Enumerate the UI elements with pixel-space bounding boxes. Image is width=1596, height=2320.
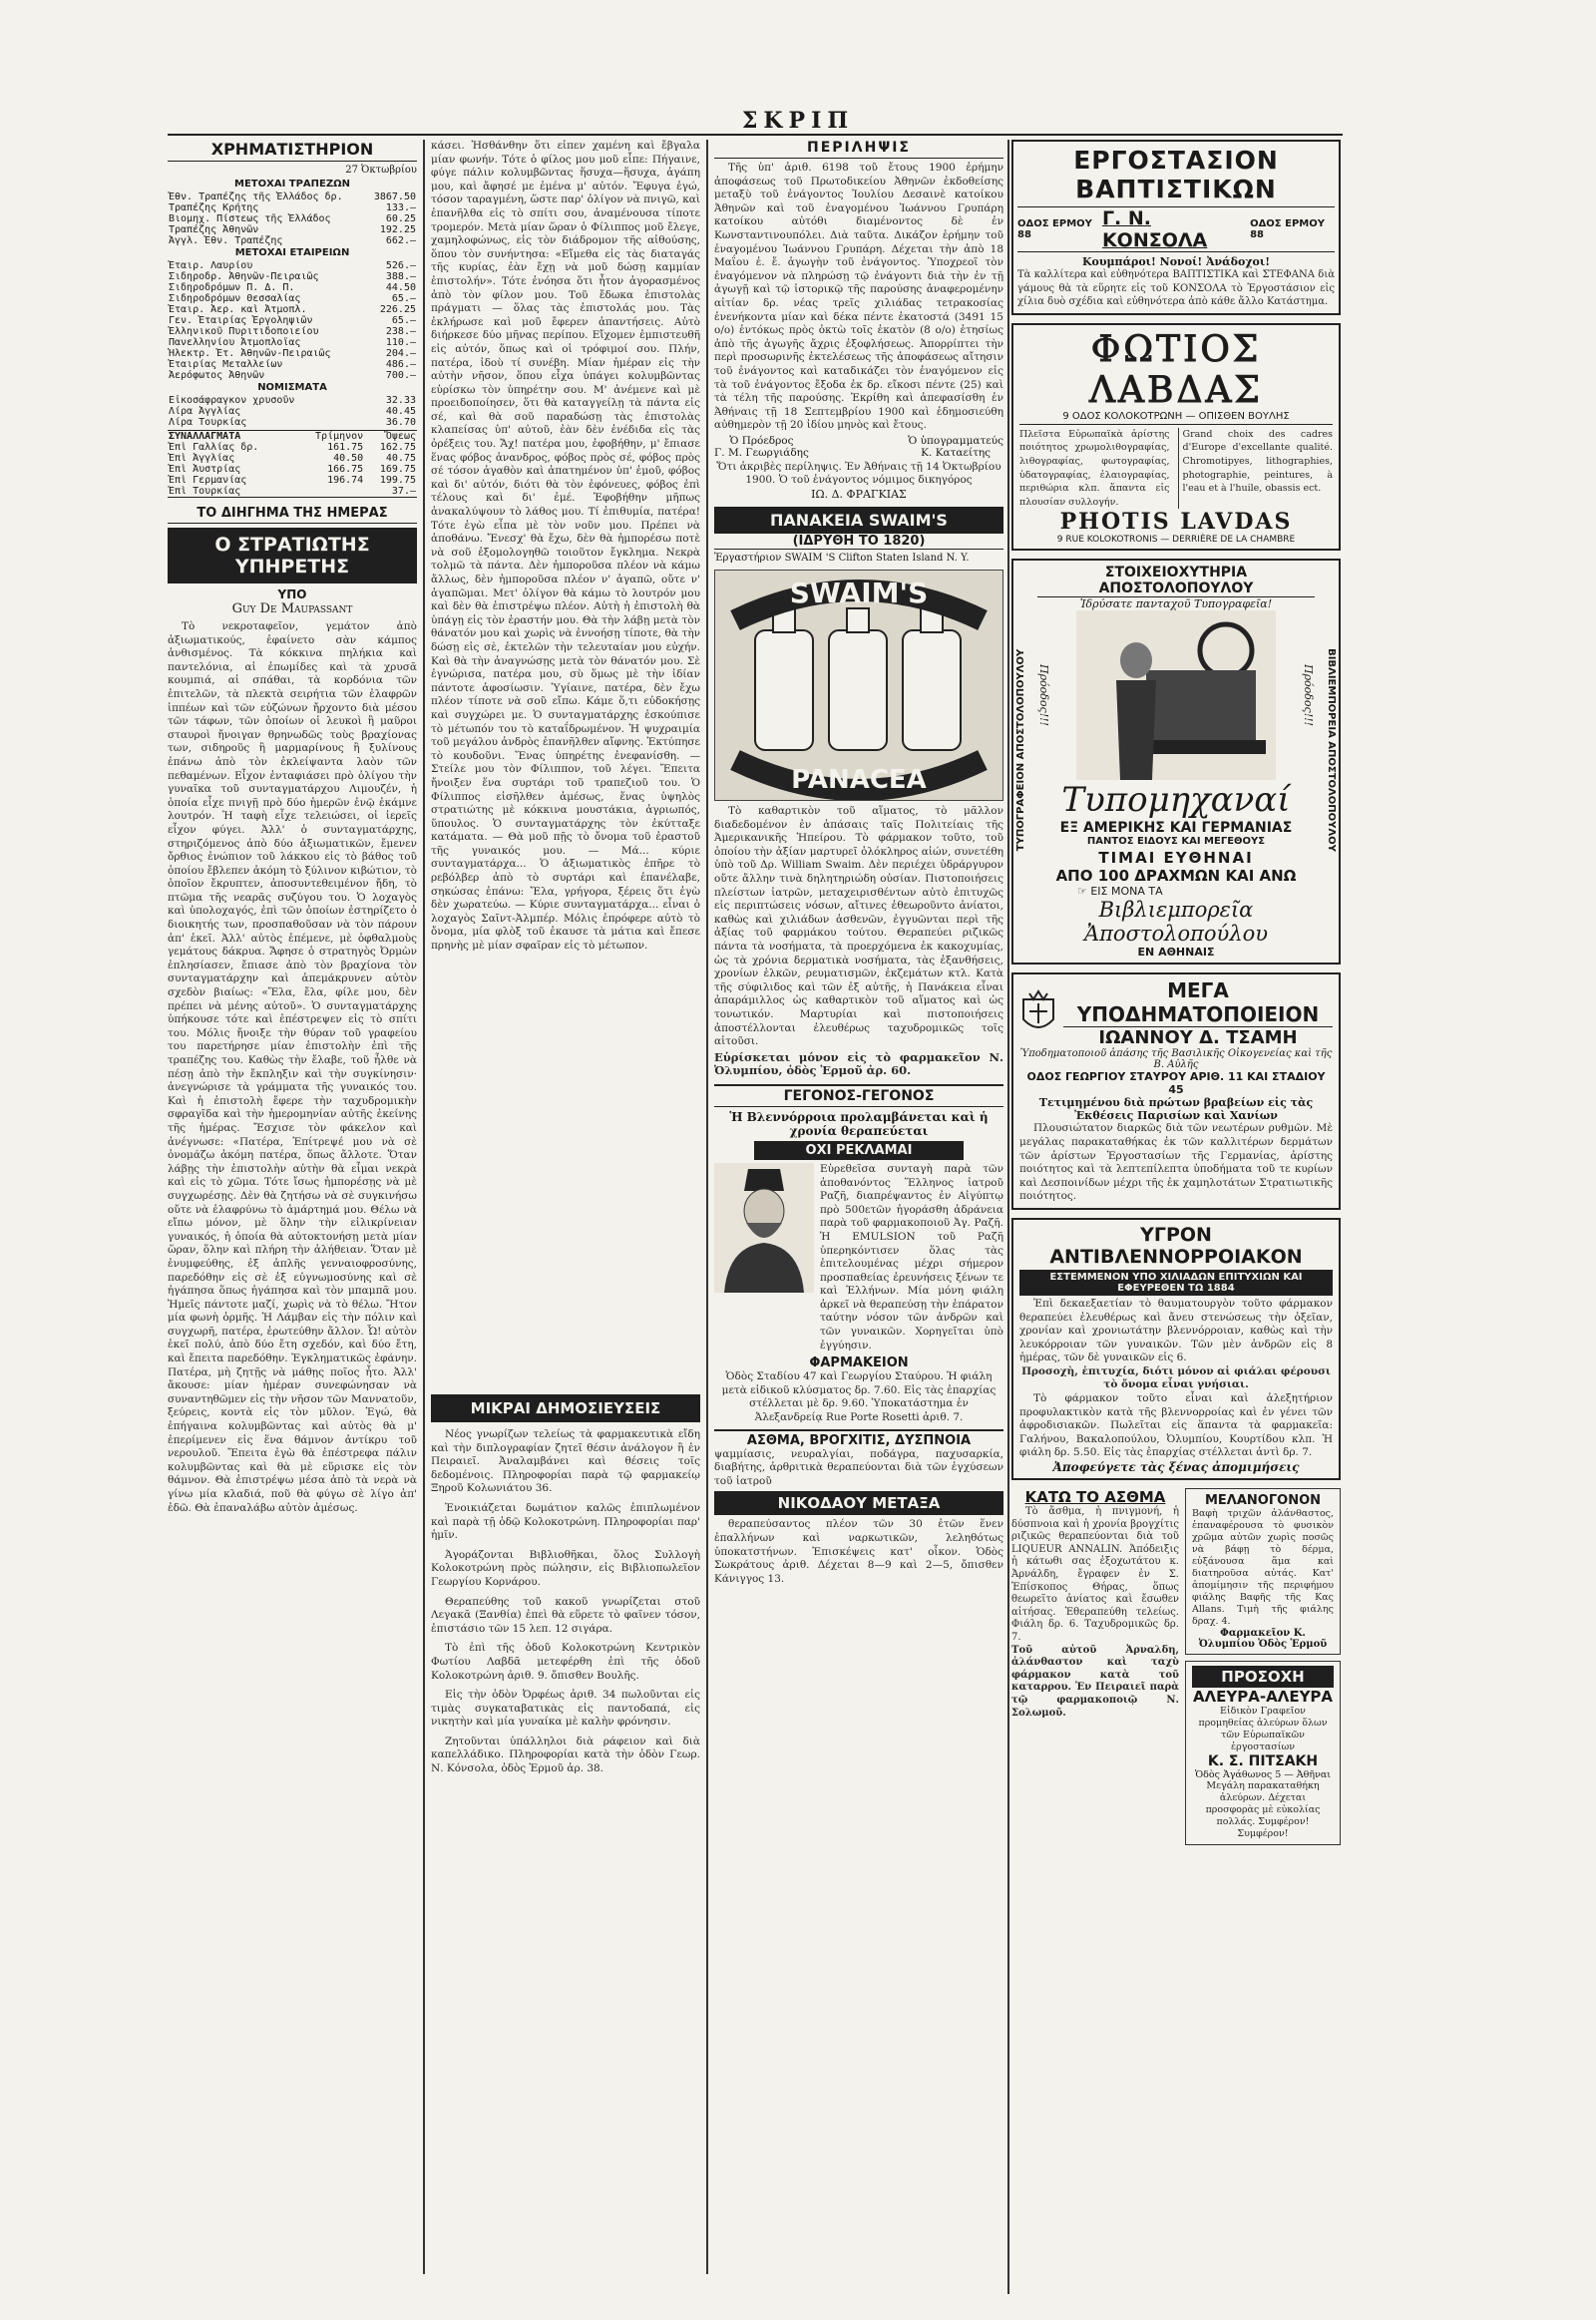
shoe-awards: Τετιμημένου διὰ πρώτων βραβείων εἰς τὰς Ἐκθέσεις Παρισίων καὶ Χανίων	[1038, 1096, 1314, 1123]
lawyer-name: ΙΩ. Δ. ΦΡΑΓΚΙΑΣ	[811, 488, 907, 502]
apost-prices: ΤΙΜΑΙ ΕΥΘΗΝΑΙ	[1098, 849, 1254, 868]
metaxa-title: ΝΙΚΟΔΑΟΥ ΜΕΤΑΞΑ	[714, 1491, 1003, 1515]
ygron-text: Ἐπὶ δεκαεξαετίαν τὸ θαυματουργὸν τοῦτο φάρμακον θεραπεύει ἐλευθέρως καὶ ἄνευ στενώσεως τὴν ὀξεῖαν, χρονίαν καὶ χρονιωτάτην βλεννόρροιαν, καθὼς καὶ τὴν λευκόρροιαν τῶν γυναικῶν. Τῶν μὲν ἀνδρῶν εἰς 8 ἡμέρας, τῶν δὲ γυναικῶν εἰς 6.	[1019, 1297, 1333, 1364]
table-row: Ἀγγλ. Ἐθν. Τραπέζης 662.—	[169, 235, 416, 246]
ygron-sub: ΕΣΤΕΜΜΕΝΟΝ ΥΠΟ ΧΙΛΙΑΔΩΝ ΕΠΙΤΥΧΙΩΝ ΚΑΙ ΕΦΕΥΡΕΘΕΝ ΤΩ 1884	[1019, 1270, 1333, 1296]
royal-crest-icon	[1019, 989, 1057, 1037]
lavdas-name: ΦΩΤΙΟΣ ΛΑΒΔΑΣ	[1089, 328, 1263, 411]
swaim-text: Τὸ καθαρτικὸν τοῦ αἵματος, τὸ μᾶλλον διαδεδομένον ἐν ἁπάσαις ταῖς Πολιτείαις τῆς Ἀμερικανικῆς Ἠπείρου. Τὸ φάρμακον τοῦτο, τοῦ ὁποίου τὴν ἀξίαν μαρτυρεῖ ὁλόκληρος αἰών, συνετέθη ὑπὸ τοῦ Δρ. William Swaim. Δὲν περιέχει ὑδράργυρον οὔτε ἄλλην τινὰ δηλητηριώδη οὐσίαν. Πιστοποιήσεις πλείστων ἰατρῶν, μεταχειρισθέντων αὐτὸ ἐπιτυχῶς εἰς περιπτώσεις νόσων, αἴτινες ἐθεωροῦντο ἀνίατοι, καθὼς καὶ χιλιάδων ἀσθενῶν, ἐγγυῶνται περὶ τῆς ἀξίας τοῦ φαρμάκου τούτου. Θεραπεύει ριζικῶς πάντα τὰ νοσήματα, τὰ προερχόμενα ἐκ κακοχυμίας, ὡς τὰ χρόνια δερματικὰ νοσήματα, τὰς ἐξανθήσεις, χρονίων ἑλκῶν, ρευματισμῶν, ἐκζεμάτων κτλ. Κατὰ τῆς σύφιλιδος καὶ τῶν ἐξ αὐτῆς, ἡ Πανάκεια εἶναι ἀπαράμιλλος ὡς καθαρτικὸν τοῦ αἵματος καὶ ὡς τονωτικόν. Μαρτυρίαι καὶ πιστοποιήσεις ἀποστέλλονται ἐλευθέρως ταχυδρομικῶς τοῖς αἰτοῦσι.	[714, 805, 1003, 1048]
column-divider	[423, 140, 425, 2274]
asthma-text: ψαμμίασις, νευραλγίαι, ποδάγρα, παχυσαρκία, διαβήτης, ἀρθριτικὰ θεραπεύονται διὰ τῶν ἐγχύσεων τοῦ ἰατροῦ	[714, 1447, 1003, 1487]
shoe-text: Πλουσιώτατον διαρκῶς διὰ τῶν νεωτέρων ρυθμῶν. Μὲ μεγάλας παρακαταθήκας ἐκ τῶν καλλιτέρων δερμάτων τῶν ἀρίστων Ἐργοστασίων τῆς Γερμανίας, ἀρίστης ποιότητος καὶ τὰ λεπτεπίλεπτα ὑποδήματα τοῦ τε κυρίων καὶ Δεσποινίδων μέχρι τῆς ἐκ χαμηλοτάτων Στρατιωτικῆς ποιότητος.	[1019, 1122, 1333, 1203]
table-row: Ἐπὶ Ἀγγλίας 40.50 40.75	[169, 453, 416, 464]
melan-title: ΜΕΛΑΝΟΓΟΝΟΝ	[1204, 1493, 1322, 1509]
coins-heading: ΝΟΜΙΣΜΑΤΑ	[257, 382, 327, 393]
proso-title: ΠΡΟΣΟΧΗ	[1192, 1666, 1334, 1688]
daily-story-header: ΤΟ ΔΙΗΓΗΜΑ ΤΗΣ ΗΜΕΡΑΣ	[168, 506, 417, 524]
asthma2-title: ΚΑΤΩ ΤΟ ΑΣΘΜΑ	[1024, 1488, 1166, 1507]
column-4	[1011, 140, 1341, 2294]
story-title: Ο ΣΤΡΑΤΙΩΤΗΣ ΥΠΗΡΕΤΗΣ	[168, 528, 417, 583]
classified-ad: Νέος γνωρίζων τελείως τὰ φαρμακευτικὰ εἴδη καὶ τὴν διπλογραφίαν ζητεῖ θέσιν ἀνάλογον ἢ ἐν Πειραιεῖ. Ἀναλαμβάνει καὶ θέσεις τοῖς δεδομένοις. Πληροφορίαι παρὰ τῷ φαρμακείῳ Ξηροῦ Κολωνιάτου 36.	[431, 1428, 700, 1495]
asthma2-text: Τὸ ἄσθμα, ἡ πνιγμονή, ἡ δύσπνοια καὶ ἡ χρονία βρογχίτις ριζικῶς θεραπεύονται διὰ τοῦ LIQUEUR ANNALIN. Ἀπόδειξις ἡ κάτωθι σας ἐξοχωτάτου κ. Ἀρνάλδη, ἔγραφεν ἐν Σ. Ἐπίσκοπος Θήρας, ὅπως θεωρεῖτο ἀνίατος καὶ ἔσωθεν αἰτήσας. Ἐθεραπεύθη τελείως. Φιάλη δρ. 6. Ταχυδρομικῶς δρ. 7.	[1011, 1506, 1179, 1643]
apost-only: ☞ ΕΙΣ ΜΟΝΑ ΤΑ	[1077, 885, 1163, 899]
classified-ad: Ζητοῦνται ὑπάλληλοι διὰ ράφειον καὶ διὰ καπελλάδικο. Πληροφορίαι κατὰ τὴν ὁδὸν Γεωρ. Ν. Κόνσολα, ὁδὸς Ἑρμοῦ ἀρ. 38.	[431, 1735, 700, 1775]
table-row: Ἐπὶ Ἀυστρίας 166.75 169.75	[169, 464, 416, 475]
bottles-illustration	[715, 571, 1002, 800]
apost-progress-right: Πρόοδος!!!	[1302, 664, 1315, 727]
factory-name: Γ. Ν. ΚΟΝΣΟΛΑ	[1101, 207, 1208, 251]
story-continued: κάσει. Ἠσθάνθην ὅτι εἶπεν χαμένη καὶ ἔβγαλα μίαν φωνήν. Τότε ὁ φίλος μου μοῦ εἶπε: Πήγαινε, φύγε πάλιν κολυμβῶντας ἥσυχα—ἥσυχα, ἀγάπη μου, καὶ ἄφησέ με ἐμένα μ' αὐτόν. Ἔφυγα ἐγώ, τόσον ταραγμένη, ὥστε παρ' ὀλίγον νὰ πνιγῶ, καὶ ἐπανῆλθα εἰς τὸ σπίτι σου, ἀναμένουσα τίποτε τρομερόν. Μετὰ μίαν ὥραν ὁ Φίλιππος μοῦ ἔλεγε, χαμηλοφώνως, εἰς τὸν διάδρομον τῆς αἰθούσης, ὅπου τὸν συνήντησα: «Εἴμεθα εἰς τὰς διαταγάς τῆς κυρίας, ἐὰν ἔχῃ νὰ μοῦ δώσῃ καμμίαν ἐπιστολήν». Τότε ἐνόησα ὅτι ἦτον ἀγορασμένος ἀπὸ τὸν φίλον μου. Τοῦ ἔδωκα ἐπιστολὰς πράγματι — ὅλας τὰς ἐπιστολάς μου. Τὰς ἐκλήρωσε καὶ μοῦ ἔφερεν ἀπαντήσεις. Αὐτὸ διήρκεσε δύο μῆνας περίπου. Εἴχομεν ἐμπιστευθῆ εἰς αὐτόν, ὅπως καὶ οἱ τρόφιμοί σου. Πλήν, πατέρα, ἰδοὺ τί συνέβη. Μίαν ἡμέραν εἰς τὴν αὐτὴν νῆσον, ὅπου εἶχα ὑπάγει κολυμβῶντας εὑρίσκω τὸν ὑπηρέτην σου. Μ' ἀνέμενε καὶ μὲ προειδοποίησεν, ὅτι θὰ καταγγείλῃ τὰ πάντα εἰς σέ, καὶ θὰ σοῦ παραδώσῃ τὰς ἐπιστολὰς κλαπείσας ὑπ' αὐτοῦ, ἐὰν δὲν ἐνέδιδα εἰς τὰς ὀρέξεις του. Ἄχ! πατέρα μου, ἐφοβήθην, μ' ἔπιασε ἕνας φόβος ἀνανδρος, φόβος πρὸς σέ, φόβος πρὸς σέ τόσον ἀγαθὸν καὶ ἀπατημένον ὑπ' ἐμοῦ, φόβος καὶ δι' αὐτόν, διότι θὰ τὸν ἐφόνευες, φόβος ἐπὶ τέλους καὶ δι' ἐμέ. Ἐφοβήθην μῆπως ἀνακαλύψουν τὸ λάθος μου. Τί ἐπιθυμία, πατέρα! Τότε ἐγὼ εἶπα μὲ τὸν νοῦν μου. Πρέπει νὰ ἀποθάνω. Ἔνεσχ' θὰ ἔχω, δὲν θὰ ἠμπορέσω ποτὲ νὰ σοῦ ἐξομολογηθῶ τοιοῦτον ἔγκλημα. Νεκρὰ τολμῶ τὰ πάντα. Δὲν ἠμποροῦσα πλέον νὰ κάμω ἄλλως, δὲν ἠμποροῦσα πλέον ν' ἀγαπῶ, οὔτε ν' ἀγαπῶμαι. Μετ' ὀλίγον θὰ κάμω τὸ λουτρόν μου καὶ δὲν θὰ ἐπιστρέψω πλέον. Αὐτὴ ἡ ἐπιστολὴ θὰ ὑπάγῃ εἰς τὸν ἐραστήν μου. Θὰ τὴν λάβῃ μετὰ τὸν θάνατόν μου καὶ χωρὶς νὰ ἐννοήσῃ τίποτε, θὰ τὴν δώσῃ εἰς σὲ, ἐκτελῶν τὴν τελευταίαν μου εὐχήν. Καὶ θὰ τὴν ἀναγνώσῃς μετὰ τὸν θάνατόν μου. Σὲ ἐγνώρισα, πατέρα μου, σὺ ὅμως μὲ τὴν ἰδίαν πάντοτε ἀφοσίωσιν. Ὑγίαινε, πατέρα, δὲν ἔχω πλέον τίποτε νὰ σοῦ εἴπω. Κάμε ὅ,τι εὐδοκήσῃς καὶ συγχώρει με. Ὁ συνταγματάρχης ἐσκούπισε τὸ μέτωπόν του τὸ καταΐδρωμένον. Ἡ ψυχραιμία τοῦ μεγάλου ἀνδρὸς ἐπανῆλθεν αἴφνης. Ἐκτύπησε τὸ κουδοῦνι. Ἕνας ὑπηρέτης ἐνεφανίσθη. — Στείλε μου τὸν Φίλιππον, τοῦ λέγει. Ἔπειτα ἤνοιξεν ἕνα συρτάρι τοῦ τραπεζιοῦ του. Ὁ Φίλιππος εἰσῆλθεν ἀμέσως, ἕνας ὑψηλὸς στρατιώτης μὲ κόκκινα μουστάκια, ἀγριωπός, ὕπουλος. Ὁ συνταγματάρχης τὸν ἐκύτταξε κατάματα. — Θὰ μοῦ πῇς τὸ ὄνομα τοῦ ἐραστοῦ τῆς γυναικός μου. — Μά... κύριε συνταγματάρχα... Ὁ ἀξιωματικὸς ἐπῆρε τὸ ρεβόλβερ ἀπὸ τὸ συρτάρι καὶ ἐπανέλαβε, σηκώσας ἐπάνω: Ἔλα, γρήγορα, ξέρεις ὅτι ἐγὼ δὲν χωρατεύω. — Κύριε συνταγματάρχα... εἶναι ὁ λοχαγὸς Σαῖντ-Ἀλμπέρ. Μόλις ἐπρόφερε αὐτὸ τὸ ὄνομα, μία φλὸξ τοῦ ἐκαυσε τὰ μάτια καὶ ἔπεσε πρηνὴς μὲ μίαν σφαῖραν εἰς τὸ μέτωπον.	[431, 140, 700, 953]
column-3	[714, 140, 1003, 2274]
table-row: Ἀερόφωτος Ἀθηνῶν 700.—	[169, 370, 416, 381]
lavdas-text-french: Grand choix des cadres d'Europe d'excellante qualité. Chromotipyes, lithographies, photographie, peintures, à l'eau et à l'huile, obassis ect.	[1178, 428, 1334, 510]
lavdas-latin-name: PHOTIS LAVDAS	[1059, 509, 1293, 536]
asthma-ad	[1011, 1488, 1179, 1851]
table-header: ΣΥΝΑΛΛΑΓΜΑΤΑ Τρίμηνον Ὄψεως	[169, 431, 416, 442]
table-row: Ἑταιρ. Ἀερ. καὶ Ἀτμοπλ. 226.25	[169, 304, 416, 315]
printing-press-illustration	[1076, 610, 1276, 780]
column-2	[431, 140, 700, 2274]
aleura-title: ΑΛΕΥΡΑ-ΑΛΕΥΡΑ	[1192, 1688, 1334, 1707]
factory-ad	[1011, 140, 1341, 315]
masthead: ΣΚΡΙΠ	[741, 108, 855, 134]
apost-from-price: ΑΠΟ 100 ΔΡΑΧΜΩΝ ΚΑΙ ΑΝΩ	[1055, 867, 1297, 886]
classified-ad: Θεραπεύθης τοῦ κακοῦ γνωρίζεται στοῦ Λεγακᾶ (Ξανθία) ἐπεὶ θὰ εὕρετε τὸ φαῖνεν τόσον, ἐπιστάσιο τῶν 15 λεπ. 12 σιγάρα.	[431, 1595, 700, 1635]
aleura-name: Κ. Σ. ΠΙΤΣΑΚΗ	[1207, 1753, 1319, 1770]
factory-addr-left: ΟΔΟΣ ΕΡΜΟΥ 88	[1017, 218, 1092, 240]
melan-text: Βαφὴ τριχῶν ἀλάνθαστος, ἐπαναφέρουσα τὸ φυσικὸν χρῶμα αὐτῶν χωρὶς ποσῶς νὰ βάφῃ τὸ δέρμα, εὐξάνουσα ἅμα καὶ διατηροῦσα αὐτάς. Κατ' ἀπομίμησιν τῆς περιφήμου φιάλης Βαφῆς τῆς Κας Allans. Τιμὴ τῆς φιάλης δραχ. 4.	[1192, 1508, 1334, 1628]
blen-text: Εὑρεθεῖσα συνταγὴ παρὰ τῶν ἀποθανόντος Ἕλληνος ἰατροῦ Ραζῆ, διαπρέψαντος ἐν Αἰγύπτῳ πρὸ 500ετῶν ἠγοράσθη ἀδράνεια παρὰ τοῦ φαρμακοποιοῦ Ἀγ. Ραζῆ. Ἡ EMULSION τοῦ Ραζῆ ὑπερηκόντισεν ὅλας τὰς ἐπιτελουμένας μέχρι σήμερον προσπαθείας ἐρευνήσεις ξένων τε καὶ Ἑλλήνων. Μία μόνη φιάλη ἀρκεῖ νὰ θεραπεύσῃ τὴν ἐπάρατον ταύτην νόσον τῶν ἀνδρῶν καὶ τῶν γυναικῶν. Χορηγεῖται ὑπὸ ἐγγύησιν.	[820, 1162, 1003, 1352]
ygron-ad	[1011, 1218, 1341, 1480]
apost-city: ΕΝ ΑΘΗΝΑΙΣ	[1137, 946, 1215, 960]
apost-side-left: ΤΥΠΟΓΡΑΦΕΙΟΝ ΑΠΟΣΤΟΛΟΠΟΥΛΟΥ	[1015, 649, 1026, 852]
apost-big: Τυπομηχαναί	[1061, 780, 1291, 821]
table-row: Εἰκοσάφραγκον χρυσοῦν 32.33	[169, 395, 416, 406]
table-row: Βιομηχ. Πίστεως τῆς Ἑλλάδος 60.25	[169, 213, 416, 224]
table-row: Ἐπὶ Γαλλίας δρ. 161.75 162.75	[169, 442, 416, 453]
shoe-address: ΟΔΟΣ ΓΕΩΡΓΙΟΥ ΣΤΑΥΡΟΥ ΑΡΙΘ. 11 ΚΑΙ ΣΤΑΔΙΟΥ 45	[1026, 1070, 1326, 1097]
financial-date: 27 Ὀκτωβρίου	[345, 165, 417, 176]
swaim-title: ΠΑΝΑΚΕΙΑ SWAIM'S	[714, 507, 1003, 534]
table-row: Ἑλληνικοῦ Πυριτιδοποιείου 238.—	[169, 326, 416, 337]
lavdas-address-fr: 9 RUE KOLOKOTRONIS — DERRIÈRE DE LA CHAMBRE	[1056, 535, 1296, 546]
ygron-warning: Προσοχὴ, ἐπιτυχία, διότι μόνον αἱ φιάλαι φέρουσι τὸ ὄνομα εἶναι γνήσιαι.	[1021, 1364, 1331, 1391]
table-row: Τραπέζης Ἀθηνῶν 192.25	[169, 224, 416, 235]
classified-ad: Ἀγοράζονται Βιβλιοθῆκαι, ὅλος Συλλογὴ Κολοκοτρώνη πρὸς πώλησιν, εἰς Βιβλιοπωλεῖον Γεωργίου Κορνάρου.	[431, 1548, 700, 1588]
table-row: Λίρα Τουρκίας 36.70	[169, 417, 416, 428]
pointing-hand-icon: ☞	[1077, 885, 1091, 899]
shoe-title: ΜΕΓΑ ΥΠΟΔΗΜΑΤΟΠΟΙΕΙΟΝ	[1063, 978, 1333, 1027]
blen-lead: Ἡ Βλεννόρροια προλαμβάνεται καὶ ἡ χρονία θεραπεύεται	[729, 1109, 989, 1138]
summary-text: Τῆς ὑπ' ἀριθ. 6198 τοῦ ἔτους 1900 ἐρήμην ἀποφάσεως τοῦ Πρωτοδικείου Ἀθηνῶν ἐκδοθείσης μεταξὺ τοῦ ἐνάγοντος Ἰουλίου Δεσαινὲ κατοίκου Ἀθηνῶν καὶ τοῦ ἐναγομένου Ἰωάννου Γρυπάρη κατοίκου αὐτόθι διαμένοντος δὲ ἐν Κωνσταντινουπόλει. Διὰ ταῦτα. Δικάζον ἐρήμην τοῦ ἐναγομένου Ἰωάννου Γρυπάρη. Δέχεται τὴν ἀπὸ 18 Μαΐου ἐ. ἔ. ἀγωγὴν τοῦ ἐνάγοντος. Ὑποχρεοῖ τὸν ἐναγόμενον νὰ πληρώσῃ τῷ ἐνάγοντι διὰ τὴν ἐν τῇ ἀγωγῇ καὶ τῷ ἱστορικῷ τῆς παρούσης ἀναφερομένην αἰτίαν δρ. νέας τρεῖς χιλιάδας τετρακοσίας ἐνενήκοντα μίαν καὶ δέκα πέντε ἑκατοστά (3491 15 ο/ο) ἐντόκως πρὸς ὀκτὼ τοῖς ἑκατὸν (8 ο/ο) ἐτησίως ἀπὸ τῆς ἀγωγῆς ἄχρις ἐξοφλήσεως. Ἀπορρίπτει τὴν περὶ προσωρινῆς ἐκτελέσεως τῆς ἀποφάσεως αἴτησιν τοῦ ἐνάγοντος καὶ καταδικάζει τὸν ἐναγόμενον εἰς τὰ τοῦ ἐνάγοντος ἔξοδα ἐκ δρ. εἴκοσι πέντε (25) καὶ τὰ τέλη τῆς παρούσης. Ἐκρίθη καὶ ἀπεφασίσθη ἐν Ἀθήναις τῇ 18 Σεπτεμβρίου 1900 καὶ ἐδημοσιεύθη αὐθημερὸν τῇ 20 ἰδίου μηνὸς καὶ ἔτους.	[714, 162, 1003, 432]
apost-kinds: ΠΑΝΤΟΣ ΕΙΔΟΥΣ ΚΑΙ ΜΕΓΕΘΟΥΣ	[1086, 836, 1266, 848]
story-author: Guy De Maupassant	[231, 601, 353, 616]
table-row: Ἐθν. Τραπέζης τῆς Ἑλλάδος δρ. 3867.50	[169, 192, 416, 202]
pharmacy-text: Ὁδὸς Σταδίου 47 καὶ Γεωργίου Σταύρου. Ἡ φιάλη μετὰ εἰδικοῦ κλύσματος δρ. 7.60. Εἰς τὰς ἐπαρχίας στέλλεται μὲ δρ. 9.60. Ὑποκατάστημα ἐν Ἀλεξανδρείᾳ Rue Porte Rosetti ἀριθ. 7.	[721, 1370, 997, 1424]
classified-ad: Ἐνοικιάζεται δωμάτιον καλῶς ἐπιπλωμένον καὶ παρὰ τῇ ὁδῷ Κολοκοτρώνη. Πληροφορίαι παρ' ἡμῖν.	[431, 1501, 700, 1542]
blen-title: ΓΕΓΟΝΟΣ-ΓΕΓΟΝΟΣ	[714, 1084, 1003, 1107]
factory-addr-right: ΟΔΟΣ ΕΡΜΟΥ 88	[1250, 218, 1325, 240]
column-divider	[706, 140, 708, 2274]
table-row: Ἐπὶ Γερμανίας 196.74 199.75	[169, 475, 416, 486]
pharmacy-title: ΦΑΡΜΑΚΕΙΟΝ	[809, 1355, 909, 1371]
swaim-lab: Ἐργαστήριον SWAIM 'S Clifton Staten Island N. Y.	[714, 553, 970, 565]
metaxa-text: θεραπεύσαντος πλέον τῶν 30 ἐτῶν ἕνεν ἐπαλλήνων καὶ ναρκωτικῶν, λεληθότως ὑποκατστήνων. Ἐπισκέψεις κατ' οἶκον. Ὁδὸς Σωκράτους ἀριθ. Δέχεται 8—9 καὶ 2—5, ὄπισθεν Κάνιγγος 13.	[714, 1518, 1003, 1585]
companies-table	[168, 260, 417, 381]
doctor-portrait	[714, 1163, 814, 1293]
apost-progress-left: Πρόοδος!!!	[1037, 664, 1050, 727]
apost-side-right: ΒΙΒΛΙΕΜΠΟΡΕΙΑ ΑΠΟΣΤΟΛΟΠΟΥΛΟΥ	[1326, 648, 1337, 853]
table-row: Λίρα Ἀγγλίας 40.45	[169, 406, 416, 417]
apost-sub: Ἱδρύσατε πανταχοῦ Τυπογραφεῖα!	[1079, 597, 1273, 611]
table-row: Ἠλεκτρ. Ἑτ. Ἀθηνῶν-Πειραιῶς 204.—	[169, 348, 416, 359]
apost-from: ΕΞ ΑΜΕΡΙΚΗΣ ΚΑΙ ΓΕΡΜΑΝΙΑΣ	[1059, 820, 1293, 837]
asthma2-sale: Τοῦ αὐτοῦ Ἀρναλδη, ἀλάνθαστον καὶ ταχὺ φάρμακον κατὰ τοῦ καταρρου. Ἐν Πειραιεῖ παρὰ τῷ φαρμακοποιῷ Ν. Σολωμοῦ.	[1011, 1644, 1179, 1719]
apost-top: ΣΤΟΙΧΕΙΟΧΥΤΗΡΙΑ ΑΠΟΣΤΟΛΟΠΟΥΛΟΥ	[1037, 565, 1315, 597]
swaim-founded: (ΙΔΡΥΘΗ ΤΟ 1820)	[714, 534, 1003, 550]
factory-tagline: Κουμπάροι! Νονοί! Ἀνάδοχοι!	[1081, 255, 1271, 268]
classified-ad: Τὸ ἐπὶ τῆς ὁδοῦ Κολοκοτρώνη Κεντρικὸν Φωτίου Λαβδᾶ μετεφέρθη ἐπὶ τῆς ὁδοῦ Κολοκοτρώνη ἀριθ. 9. ὄπισθεν Βουλῆς.	[431, 1642, 700, 1682]
certification: Ὅτι ἀκριβὲς περίληψις. Ἐν Ἀθήναις τῇ 14 Ὀκτωβρίου 1900. Ὁ τοῦ ἐνάγοντος νόμιμος δικηγόρος	[716, 460, 1001, 487]
table-row: Γεν. Ἑταιρίας Ἐργοληψιῶν 65.—	[169, 315, 416, 326]
aleura-text: Μεγάλη παρακαταθήκη ἀλεύρων. Δέχεται προσφορὰς μὲ εὐκολίας πολλάς. Συμφέρον! Συμφέρον!	[1205, 1780, 1321, 1840]
table-row: Σιδηροδρ. Ἀθηνῶν-Πειραιῶς 388.—	[169, 271, 416, 282]
table-row: Σιδηροδρόμων Π. Δ. Π. 44.50	[169, 282, 416, 293]
factory-text: Τὰ καλλίτερα καὶ εὐθηνότερα ΒΑΠΤΙΣΤΙΚΑ καὶ ΣΤΕΦΑΝΑ διὰ γάμους θὰ τὰ εὕρητε εἰς τοῦ ΚΟΝΣΟΛΑ τὸ Ἐργοστάσιον εἰς χίλια δυὸ σχέδια καὶ εὐθηνότερα ἀπὸ κάθε ἄλλο Κατάστημα.	[1017, 269, 1335, 308]
ygron-title: ΥΓΡΟΝ ΑΝΤΙΒΛΕΝΝΟΡΡΟΙΑΚΟΝ	[1049, 1223, 1303, 1268]
melan-sale: Φαρμακεῖον Κ. Ὀλυμπίου Ὁδὸς Ἑρμοῦ	[1198, 1628, 1328, 1651]
banks-heading: ΜΕΤΟΧΑΙ ΤΡΑΠΕΖΩΝ	[234, 179, 350, 190]
table-row: Σιδηροδρόμων Θεσσαλίας 65.—	[169, 293, 416, 304]
swaim-logo-bottom: PANACEA	[791, 765, 927, 796]
column-1	[168, 140, 417, 2274]
signatures: Ὁ Πρόεδρος Γ. Μ. Γεωργιάδης Ὁ ὑπογραμματεύς Κ. Καταείτης	[714, 434, 1003, 459]
lavdas-text-greek: Πλεῖστα Εὐρωπαϊκὰ ἀρίστης ποιότητος χρωμολιθογραφίας, λιθογραφίας, φωτογραφίας, ὑδατογραφίας, ἐλαιογραφίας, περιθώρια κλπ. ἅπαντα εἰς πλουσίαν συλλογήν.	[1019, 428, 1170, 508]
summary-title: ΠΕΡΙΛΗΨΙΣ	[807, 140, 911, 156]
masthead-rule	[168, 134, 1343, 136]
table-row: Τραπέζης Κρήτης 133.—	[169, 202, 416, 213]
exchange-table	[168, 430, 417, 498]
financial-title: ΧΡΗΜΑΤΙΣΤΗΡΙΟΝ	[210, 140, 374, 159]
table-row: Ἑταιρίας Μεταλλείων 486.—	[169, 359, 416, 370]
table-row: Πανελληνίου Ἀτμοπλοΐας 110.—	[169, 337, 416, 348]
swaim-logo-top: SWAIM'S	[789, 577, 929, 610]
apost-script: Βιβλιεμπορεῖα Ἀποστολοπούλου	[1083, 898, 1269, 947]
classified-ad: Εἰς τὴν ὁδὸν Ὀρφέως ἀριθ. 34 πωλοῦνται εἰς τιμὰς συγκαταβατικὰς εἰς παντοδαπά, εἰς νικητὴν καὶ μία γυναίκα μὲ καλὴν φρόνησιν.	[431, 1689, 700, 1729]
table-row: Ἑταιρ. Λαυρίου 526.—	[169, 260, 416, 271]
shoe-owner: ΙΩΑΝΝΟΥ Δ. ΤΣΑΜΗ	[1098, 1027, 1298, 1049]
blen-no-ads: ΟΧΙ ΡΕΚΛΑΜΑΙ	[754, 1141, 964, 1160]
table-row: Ἐπὶ Τουρκίας 37.—	[169, 486, 416, 497]
lavdas-address: 9 ΟΔΟΣ ΚΟΛΟΚΟΤΡΩΝΗ — ΟΠΙΣΘΕΝ ΒΟΥΛΗΣ	[1019, 411, 1333, 425]
swaim-sale: Εὑρίσκεται μόνον εἰς τὸ φαρμακεῖον Ν. Ὀλυμπίου, ὁδὸς Ἑρμοῦ ἀρ. 60.	[714, 1049, 1003, 1078]
banks-table	[168, 192, 417, 246]
story-byline-label: ΥΠΟ	[277, 587, 307, 601]
factory-title: ΕΡΓΟΣΤΑΣΙΟΝ ΒΑΠΤΙΣΤΙΚΩΝ	[1073, 146, 1279, 203]
column-divider	[1007, 140, 1009, 2294]
coins-table	[168, 395, 417, 428]
companies-heading: ΜΕΤΟΧΑΙ ΕΤΑΙΡΕΙΩΝ	[234, 247, 350, 258]
melanogonon-ad	[1185, 1488, 1341, 1655]
small-ads-title: ΜΙΚΡΑΙ ΔΗΜΟΣΙΕΥΣΕΙΣ	[431, 1394, 700, 1422]
ygron-text-2: Τὸ φάρμακον τοῦτο εἶναι καὶ ἀλεξητήριον προφυλακτικὸν κατὰ τῆς βλεννορροίας καὶ ἐν γένει τῶν ἀφροδισιακῶν. Πωλεῖται εἰς ἅπαντα τὰ φαρμακεῖα: Γαλήνου, Βακαλοπούλου, Ὀλυμπίου, Κουρτίδου κλπ. Ἡ φιάλη δρ. 5.50. Εἰς τὰς ἐπαρχίας στέλλεται ἀντὶ δρ. 7.	[1019, 1392, 1333, 1459]
flour-ad	[1185, 1661, 1341, 1845]
story-text: Τὸ νεκροταφεῖον, γεμάτον ἀπὸ ἀξιωματικούς, ἐφαίνετο σὰν κάμπος ἀνθισμένος. Τὰ κόκκινα πηλήκια καὶ παντελόνια, αἱ ἐπωμίδες καὶ τὰ χρυσᾶ κουμπιά, αἱ σπάθαι, τὰ κορδόνια τῶν ἐπιτελῶν, τὰ πλεκτὰ σειρήτια τῶν ἐλαφρῶν ἱππέων καὶ τῶν εὐζώνων ἤρχοντο διὰ μέσου τῶν τάφων, τῶν ὁποίων οἱ λευκοὶ ἢ μαῦροι σταυροὶ ἤνοιγαν θρηνωδῶς τοὺς βραχίονας των, σιδηροῦς ἢ μαρμαρίνους ἢ ξυλίνους ἐπάνω ἀπὸ τὸν ἐκλείψαντα λαὸν τῶν πεθαμένων. Εἶχον ἐνταφιάσει πρὸ ὀλίγου τὴν γυναῖκα τοῦ συνταγματάρχου Λιμουζέν, ἡ ὁποία εἶχε πνιγῇ πρὸ δύο ἡμερῶν ἐνῷ ἐκάμνε λουτρόν. Ἡ ταφὴ εἶχε τελειώσει, οἱ ἱερεῖς εἶχον φύγει. Ἀλλ' ὁ συνταγματάρχης, στηριζόμενος ἀπὸ δύο ἀξιωματικῶν, ἔμενεν ὄρθιος ἐνώπιον τοῦ λάκκου εἰς τὸ βάθος τοῦ ὁποίου ἔβλεπεν ἀκόμη τὸ ξύλινον κιβώτιον, τὸ ὁποῖον ἔκρυπτεν, ἀποσυντεθειμένον ἤδη, τὸ πτῶμα τῆς νεαρᾶς συζύγου του. Ὁ λοχαγὸς καὶ ὑπολοχαγός, ἐπὶ τῶν ὁποίων ἐστηρίζετο ὁ διοικητής των, προσπαθοῦσαν νὰ τὸν πάρουν ἀπ' ἐκεῖ. Ἀλλ' αὐτὸς ἐπέμενε, μὲ ὀφθαλμοὺς γεμάτους δάκρυα. Ἄφησε ὁ στρατηγὸς Ὀρμὼν ἐπλησίασεν, ἔπιασε ἀπὸ τὸν βραχίονα τὸν συνταγματάρχην καὶ ἀπεμάκρυνεν αὐτὸν σχεδὸν βιαίως: «Ἔλα, ἔλα, φίλε μου, δὲν πρέπει νὰ μένης αὐτοῦ». Ὁ συνταγματάρχης ὑπήκουσε τότε καὶ ἐπέστρεψεν εἰς τὸ σπίτι του. Μόλις ἤνοιξε τὴν θύραν τοῦ γραφείου του παρετήρησε μίαν ἐπιστολὴν ἐπὶ τῆς τραπέζης του. Καθὼς τὴν ἔλαβε, τοῦ ἦλθε νὰ πέσῃ ἀπὸ τὴν ἔκπληξιν καὶ τὴν συγκίνησιν· ἀνεγνώρισε τὰ γράμματα τῆς γυναικός του. Καὶ ἡ ἐπιστολὴ ἔφερε τὴν ταχυδρομικὴν σφραγῖδα καὶ τὴν ἡμερομηνίαν αὐτῆς ἐκείνης τῆς ἡμέρας. Ἔσχισε τὸν φάκελον καὶ ἀνέγνωσε: «Πατέρα, Ἐπίτρεψέ μου νὰ σὲ ὀνομάζω ἀκόμη πατέρα, ὅπως ἄλλοτε. Ὅταν λάβῃς τὴν ἐπιστολὴν αὐτὴν θὰ εἶμαι νεκρὰ καὶ εἰς τὸ χῶμα. Τότε ἴσως ἠμπορέσῃς νὰ μὲ συγχωρέσῃς. Δὲν θὰ ζητήσω νὰ σὲ συγκινήσω οὔτε νὰ ἐλαφρύνω τὸ ἁμάρτημά μου. Θέλω νὰ εἴπω μόνον, μὲ ὅλην τὴν εἰλικρίνειαν γυναικός, ἡ ὁποία θὰ αὐτοκτονήσῃ μετὰ μίαν ὥραν, ὅλην καὶ πλήρη τὴν ἀλήθειαν. Ὅταν μὲ ἐνυμφεύθης, ἐξ ἀπλῆς γενναιοφροσύνης, παρεδόθην εἰς σὲ ἐξ εὐγνωμοσύνης καὶ σὲ ἠγάπησα ὅπως ἠγάπησα καὶ τὸν μπαμπᾶ μου. Ἡμεῖς πάντοτε μαζί, χωρὶς νὰ τὸ θέλω. Ἤτον μία φωνὴ ὀρμῆς. Ἡ Λάμβαν εἰς τὴν πόλιν καὶ συγχωρῆ, πατέρα, ἐρωτεύθην ἄλλον. Ὦ! αὐτὸν ἐκεῖ πολύ, ἀπὸ δύο ἔτη σχεδόν, καὶ δύο ἔτη, καὶ ἔπειτα παρεδόθην. Ἐγκληματικῶς ἐφάνην. Πατέρα, μὴ ζητῇς νὰ μάθῃς ποῖος ἦτο. Ἀλλ' ἄκουσε: μίαν ἡμέραν συνεφώνησαν νὰ συναντηθῶμεν εἰς τὴν νῆσον τῶν Μαννατοῦν, ξεύρεις, κοντὰ εἰς τὸν μῦλον. Ἐγώ, θὰ ἐπήγαινα κολυμβῶντας καὶ αὐτὸς θὰ μ' ἐπερίμενεν εἰς ἕνα θάμνον ἀντίκρυ τοῦ νερουλοῦ. Ἔπειτα ἐγὼ θὰ ἐπέστρεφα πάλιν κολυμβῶντας καὶ θὰ μὲ εὕρισκε εἰς τὸν θάμνον. Θὰ ἐπιστρέψω μέσα ἀπὸ τὰ νερὰ νὰ γίνω μία κλαδιά, ποῦ θὰ φύγω σὲ λίγο ἀπ' ἐδῶ. Θὰ ἐπαναλάβω αὐτὸν ἀμέσως.	[168, 620, 417, 1514]
asthma-title: ΑΣΘΜΑ, ΒΡΟΓΧΙΤΙΣ, ΔΥΣΠΝΟΙΑ	[714, 1429, 1003, 1448]
lavdas-ad	[1011, 323, 1341, 552]
aleura-addr: Ὁδὸς Ἀγάθωνος 5 — Ἀθῆναι	[1195, 1769, 1331, 1781]
shoe-sub: Ὑποδηματοποιοῦ ἁπάσης τῆς Βασιλικῆς Οἰκογενείας καὶ τῆς Β. Αὐλῆς	[1019, 1048, 1333, 1071]
apostolopoulos-ad	[1011, 559, 1341, 965]
swaim-logo	[714, 570, 1003, 801]
aleura-sub: Εἰδικὸν Γραφεῖον προμηθείας ἀλεύρων ὅλων τῶν Εὐρωπαϊκῶν ἐργοστασίων	[1198, 1706, 1328, 1753]
ygron-footer: Ἀποφεύγετε τὰς ξένας ἀπομιμήσεις	[1052, 1460, 1300, 1475]
shoe-ad	[1011, 972, 1341, 1210]
